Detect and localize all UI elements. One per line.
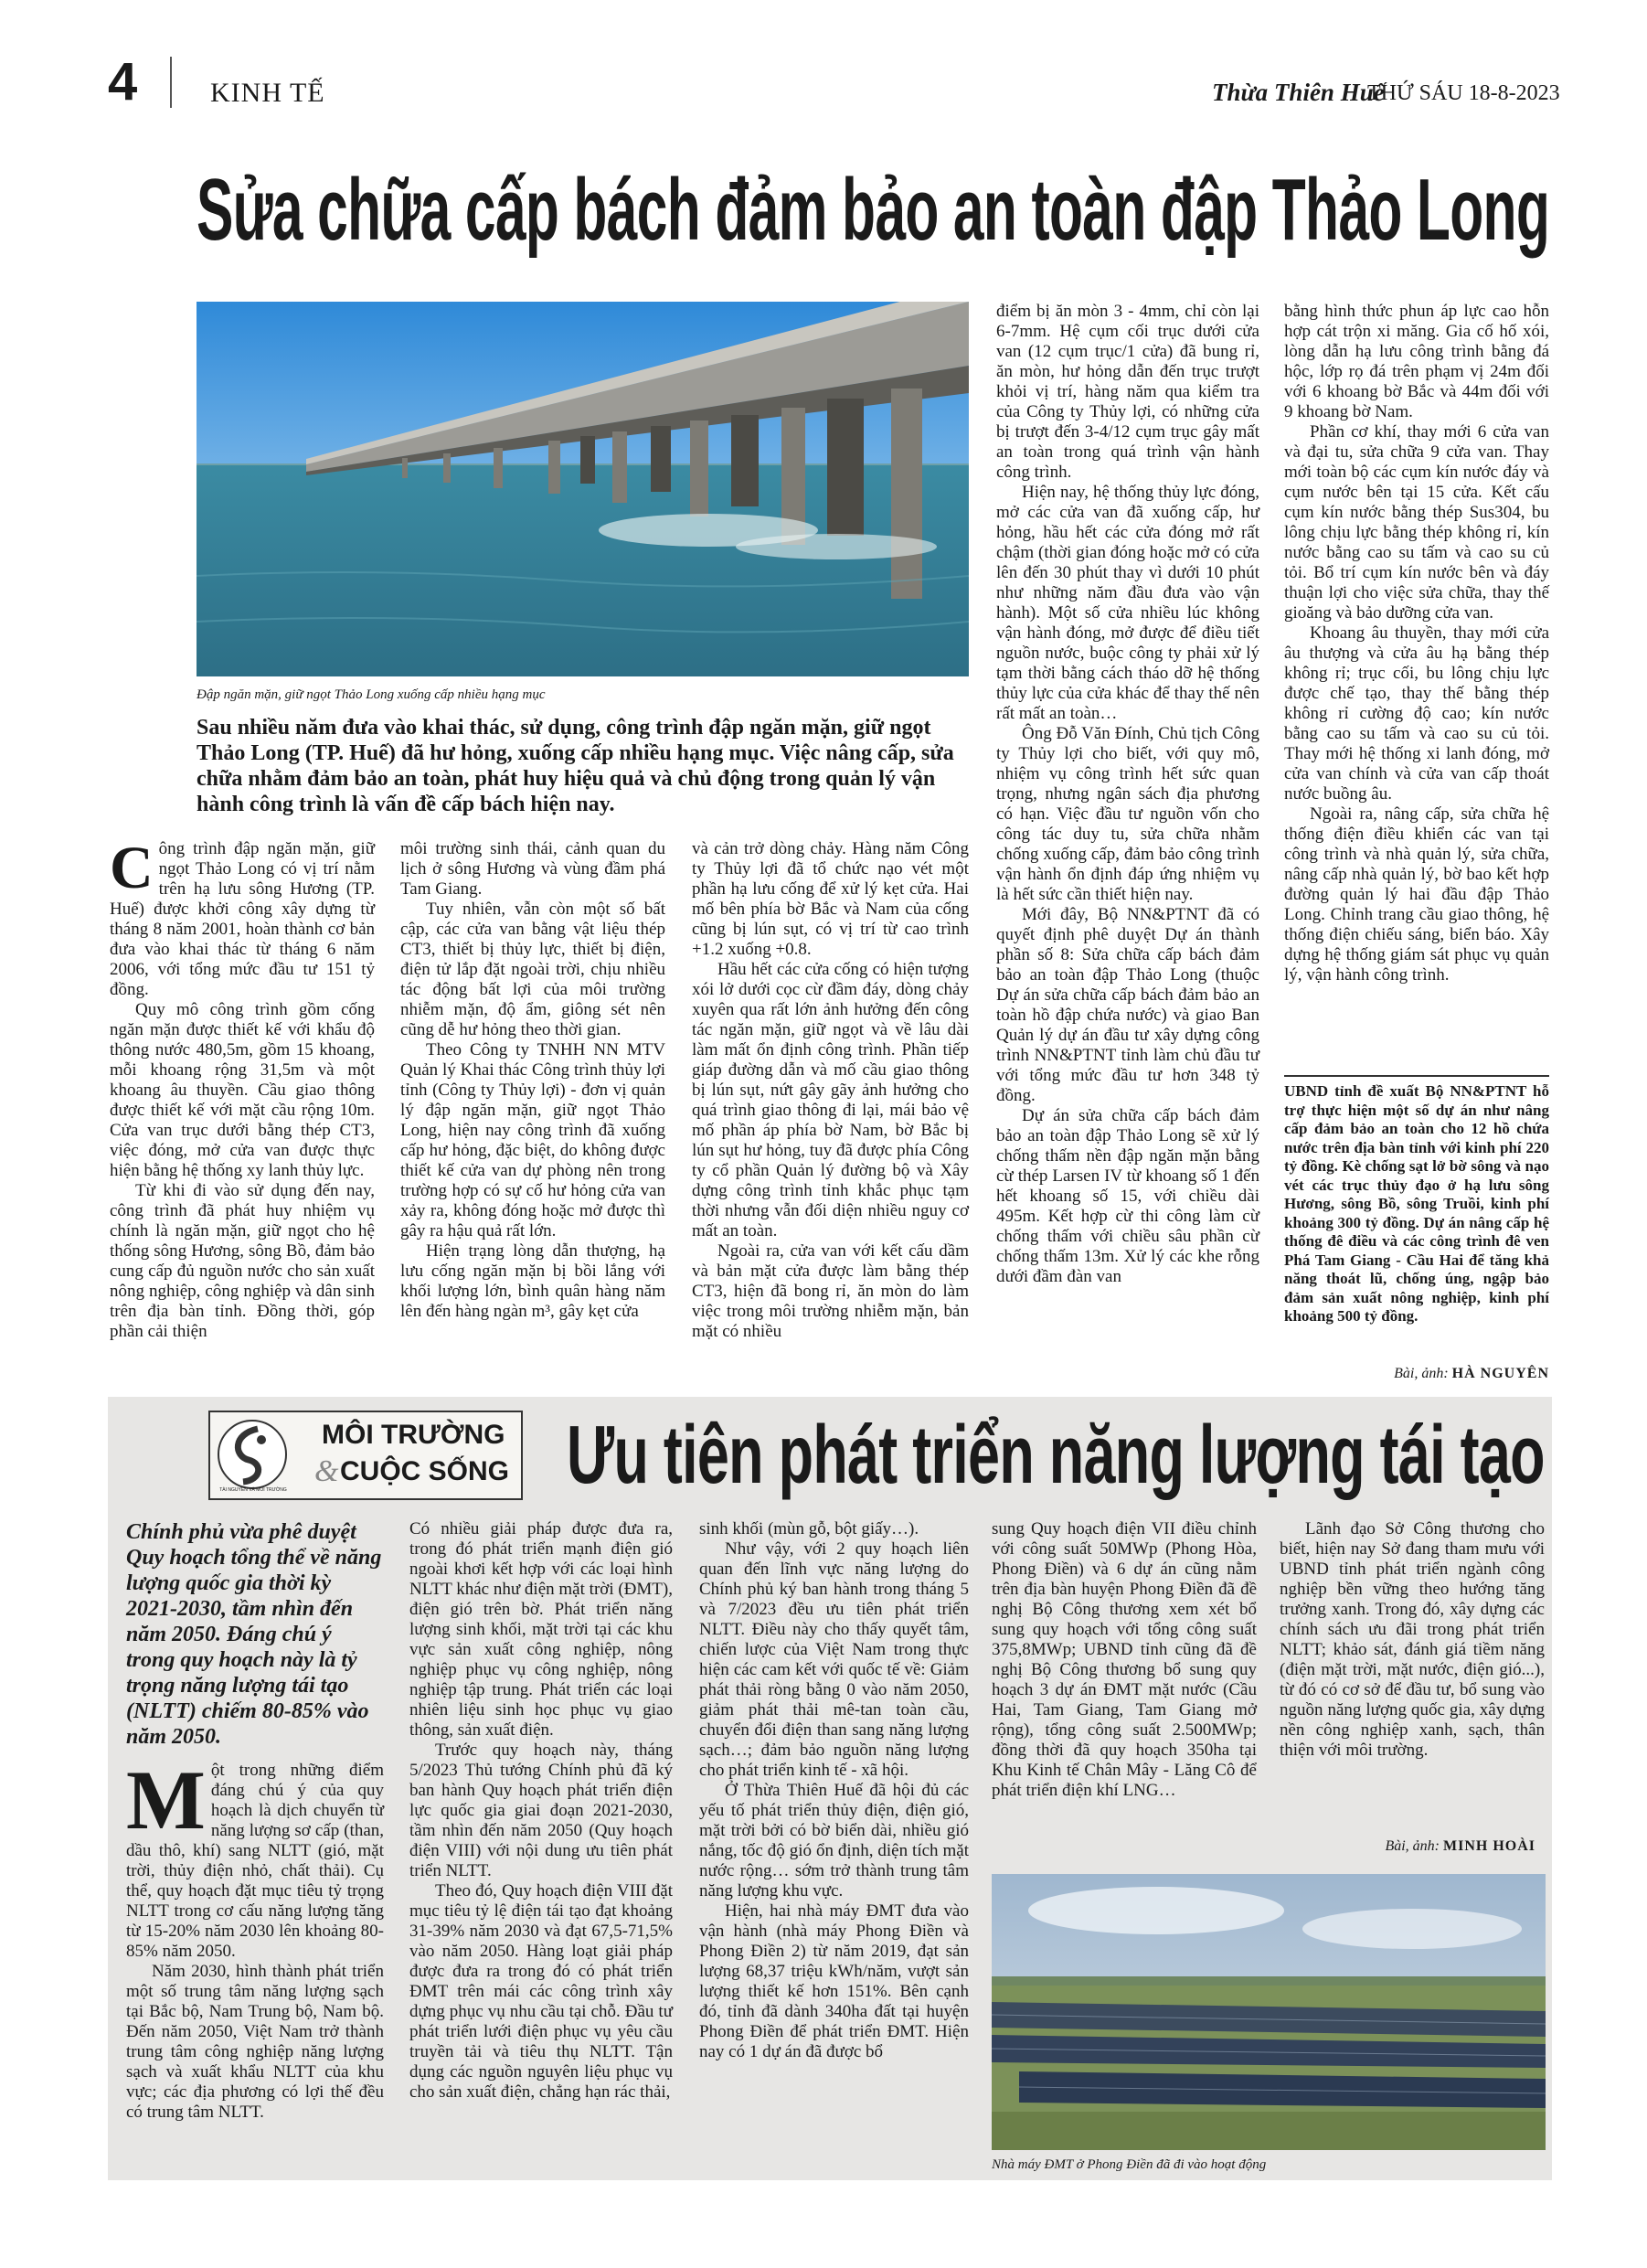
article1-headline: Sửa chữa cấp bách đảm bảo an toàn đập Thảo Long: [197, 161, 1550, 259]
section-name: KINH TẾ: [210, 78, 325, 108]
article2-col2: Có nhiều giải pháp được đưa ra, trong đó phát triển mạnh điện gió ngoài khơi kết hợp với các loại hình NLTT khác như điện mặt trời (ĐMT), điện gió trên bờ. Phát triển năng lượng sinh khối, mặt trời tại các khu vực sản xuất công nghiệp, nông nghiệp phục vụ công nghiệp, nông nghiệp tập trung. Phát triển các loại nhiên liệu sinh học phục vụ giao thông, sản xuất điện. Trước quy hoạch này, tháng 5/2023 Thủ tướng Chính phủ đã ký ban hành Quy hoạch phát triển điện lực quốc gia giai đoạn 2021-2030, tầm nhìn đến năm 2050 (Quy hoạch điện VIII) với nội dung ưu tiên phát triển NLTT. Theo đó, Quy hoạch điện VIII đặt mục tiêu tỷ lệ điện tái tạo đạt khoảng 31-39% năm 2030 và đạt 67,5-71,5% vào năm 2050. Hàng loạt giải pháp được đưa ra trong đó có phát triển ĐMT trên mái các công trình xây dựng phục vụ nhu cầu tại chỗ. Đầu tư phát triển lưới điện phục vụ yêu cầu truyền tải và tiêu thụ NLTT. Tận dụng các nguồn nguyên liệu phục vụ cho sản xuất điện, chẳng hạn rác thải,: [409, 1519, 673, 2102]
article2-lead: Chính phủ vừa phê duyệt Quy hoạch tổng thể về năng lượng quốc gia thời kỳ 2021-2030, tầm nhìn đến năm 2050. Đáng chú ý trong quy hoạch này là tỷ trọng năng lượng tái tạo (NLTT) chiếm 80-85% vào năm 2050.: [126, 1520, 382, 1749]
solar-farm-photo: [992, 1874, 1546, 2150]
article2-col1: Một trong những điểm đáng chú ý của quy hoạch là dịch chuyển từ năng lượng sơ cấp (than, dầu thô, khí) sang NLTT (gió, mặt trời, thủy điện nhỏ, chất thải). Cụ thể, quy hoạch đặt mục tiêu tỷ trọng NLTT trong cơ cấu năng lượng tăng từ 15-20% năm 2030 lên khoảng 80-85% năm 2050. Năm 2030, hình thành phát triển một số trung tâm năng lượng sạch tại Bắc bộ, Nam Trung bộ, Nam bộ. Đến năm 2050, Việt Nam trở thành trung tâm công nghiệp năng lượng sạch và xuất khẩu NLTT của khu vực; các địa phương có lợi thế đều có trung tâm NLTT.: [126, 1753, 384, 2122]
article1-lead: Sau nhiều năm đưa vào khai thác, sử dụng, công trình đập ngăn mặn, giữ ngọt Thảo Long (TP. Huế) đã hư hỏng, xuống cấp nhiều hạng mục. Việc nâng cấp, sửa chữa nhằm đảm bảo an toàn, phát huy hiệu quả và chủ động trong quản lý vận hành công trình là vấn đề cấp bách hiện nay.: [197, 716, 954, 816]
byline-prefix: Bài, ảnh:: [1394, 1366, 1449, 1381]
header-divider: [170, 57, 172, 108]
section-title-amp: &: [314, 1454, 339, 1488]
article1-col4: điểm bị ăn mòn 3 - 4mm, chỉ còn lại 6-7mm. Hệ cụm cối trục dưới cửa van (12 cụm trục/1 cửa) đã bung rỉ, ăn mòn, hư hỏng dẫn đến trục trượt khỏi vị trí, hàng năm qua kiểm tra của Công ty Thủy lợi, có những cửa bị trượt đến 3-4/12 cụm trục gây mất an toàn trong quá trình vận hành công trình. Hiện nay, hệ thống thủy lực đóng, mở các cửa van đã xuống cấp, hư hỏng, hầu hết các cửa đóng mở rất chậm (thời gian đóng hoặc mở có cửa lên đến 30 phút thay vì dưới 10 phút như những năm đầu đưa vào vận hành). Một số cửa nhiều lúc không vận hành đóng, mở được để điều tiết nguồn nước, buộc công ty phải xử lý tạm thời bằng cách tháo dỡ hệ thống thủy lực của cửa khác để thay thế nên rất mất an toàn… Ông Đỗ Văn Đính, Chủ tịch Công ty Thủy lợi cho biết, với quy mô, nhiệm vụ công trình hết sức quan trọng, nhưng ngân sách địa phương có hạn. Việc đầu tư nguồn vốn cho công tác duy tu, sửa chữa nhằm chống xuống cấp, đảm bảo công trình vận hành ổn định đáp ứng nhiệm vụ là hết sức cần thiết hiện nay. Mới đây, Bộ NN&PTNT đã có quyết định phê duyệt Dự án thành phần số 8: Sửa chữa cấp bách đảm bảo an toàn đập Thảo Long (thuộc Dự án sửa chữa cấp bách đảm bảo an toàn hồ đập chứa nước) và giao Ban Quản lý dự án đầu tư xây dựng công trình NN&PTNT tỉnh làm chủ đầu tư với tổng mức đầu tư hơn 348 tỷ đồng. Dự án sửa chữa cấp bách đảm bảo an toàn đập Thảo Long sẽ xử lý chống thấm nền đập ngăn mặn bằng cừ thép Larsen IV từ khoang số 1 đến hết khoang số 15, với chiều dài 495m. Kết hợp cừ thi công làm cừ chống thấm với chiều sâu phần cừ chống thấm 13m. Xử lý các khe rỗng dưới đầm đàn van: [996, 302, 1259, 1286]
article2-col5: Lãnh đạo Sở Công thương cho biết, hiện nay Sở đang tham mưu với UBND tỉnh phát triển ngành công nghiệp bền vững theo hướng tăng trưởng xanh. Trong đó, xây dựng các chính sách ưu đãi trong phát triển NLTT; khảo sát, đánh giá tiềm năng (điện mặt trời, mặt nước, điện gió...), từ đó có cơ sở để đầu tư, bổ sung vào nguồn năng lượng quốc gia, xây dựng nền công nghiệp xanh, sạch, thân thiện với môi trường.: [1280, 1519, 1545, 1760]
page-number: 4: [108, 52, 138, 112]
article1-col1: Công trình đập ngăn mặn, giữ ngọt Thảo Long có vị trí nằm trên hạ lưu sông Hương (TP. Huế) được khởi công xây dựng từ tháng 8 năm 2001, hoàn thành cơ bản đưa vào khai thác từ tháng 6 năm 2006, với tổng mức đầu tư 151 tỷ đồng. Quy mô công trình gồm cống ngăn mặn được thiết kế với khẩu độ thông nước 480,5m, gồm 15 khoang, mỗi khoang rộng 31,5m và một khoang âu thuyền. Cầu giao thông được thiết kế với mặt cầu rộng 10m. Cửa van trục dưới bằng thép CT3, việc đóng, mở cửa van được thực hiện bằng hệ thống xy lanh thủy lực. Từ khi đi vào sử dụng đến nay, công trình đã phát huy nhiệm vụ chính là ngăn mặn, giữ ngọt cho hệ thống sông Hương, sông Bồ, đảm bảo cung cấp đủ nguồn nước cho sản xuất nông nghiệp, công nghiệp và dân sinh trên địa bàn tỉnh. Đồng thời, góp phần cải thiện: [110, 835, 375, 1341]
article1-sidebar: UBND tỉnh đề xuất Bộ NN&PTNT hỗ trợ thực hiện một số dự án như nâng cấp đảm bảo an toàn cho 12 hồ chứa nước trên địa bàn tỉnh với kinh phí 220 tỷ đồng. Kè chống sạt lở bờ sông và nạo vét các trục thủy đạo ở hạ lưu sông Hương, sông Bồ, sông Truồi, kinh phí khoảng 300 tỷ đồng. Dự án nâng cấp hệ thống đê điều và các công trình đê ven Phá Tam Giang - Cầu Hai để tăng khả năng thoát lũ, chống úng, ngập bảo đảm sản xuất nông nghiệp, kinh phí khoảng 500 tỷ đồng.: [1284, 1082, 1549, 1325]
article1-col5: bằng hình thức phun áp lực cao hỗn hợp cát trộn xi măng. Gia cố hố xói, lòng dẫn hạ lưu công trình bằng đá hộc, lớp rọ đá trên phạm vị 24m đối với 6 khoang bờ Bắc và 44m đối với 9 khoang bờ Nam. Phần cơ khí, thay mới 6 cửa van và đại tu, sửa chữa 9 cửa van. Thay mới toàn bộ các cụm kín nước đáy và cụm nước bên tại 15 cửa. Kết cấu cụm kín nước bằng thép Sus304, bu lông chịu lực bằng thép không rỉ, kín nước bằng cao su tấm và cao su củ tỏi. Bổ trí cụm kín nước bên và đáy thuận lợi cho việc sửa chữa, thay thế gioăng và bảo dưỡng cửa van. Khoang âu thuyền, thay mới cửa âu thượng và cửa âu hạ bằng thép không rỉ; trục cối, bu lông chịu lực được chế tạo, thay thế bằng thép không rỉ cường độ cao; kín nước bằng cao su tấm và cao su củ tỏi. Thay mới hệ thống xi lanh đóng, mở cửa van chính và cửa van cấp thoát nước buồng âu. Ngoài ra, nâng cấp, sửa chữa hệ thống điện điều khiển các van tại công trình và nhà quản lý, sửa chữa, nâng cấp nhà quản lý, bờ bao kết hợp đường quản lý hai đầu đập Thảo Long. Chỉnh trang cầu giao thông, hệ thống điện chiếu sáng, biển báo. Xây dựng hệ thống giám sát phục vụ quản lý, vận hành công trình.: [1284, 302, 1549, 985]
article1-col2: môi trường sinh thái, cảnh quan du lịch ở sông Hương và vùng đầm phá Tam Giang. Tuy nhiên, vẫn còn một số bất cập, các cửa van bằng vật liệu thép CT3, thiết bị thủy lực, thiết bị điện, điện tử lắp đặt ngoài trời, chịu nhiều tác động bất lợi của môi trường nhiễm mặn, độ ẩm, giông sét nên cũng dễ hư hỏng theo thời gian. Theo Công ty TNHH NN MTV Quản lý Khai thác Công trình thủy lợi tỉnh (Công ty Thủy lợi) - đơn vị quản lý đập ngăn mặn, giữ ngọt Thảo Long, hiện nay công trình đã xuống cấp hư hỏng, đặc biệt, do không được thiết kế cửa van dự phòng nên trong trường hợp có sự cố hư hỏng cửa van xảy ra, không đóng hoặc mở được thì gây ra hậu quả rất lớn. Hiện trạng lòng dẫn thượng, hạ lưu cống ngăn mặn bị bồi lắng với khối lượng lớn, bình quân hàng năm lên đến hàng ngàn m³, gây kẹt cửa: [400, 839, 665, 1321]
solar-photo-caption: Nhà máy ĐMT ở Phong Điền đã đi vào hoạt động: [992, 2157, 1267, 2172]
issue-date: THỨ SÁU 18-8-2023: [1367, 81, 1560, 105]
ministry-emblem-icon: [216, 1418, 289, 1491]
section-title-line1: MÔI TRƯỜNG: [322, 1420, 505, 1450]
newspaper-name: Thừa Thiên Huế: [1212, 79, 1385, 106]
section-logo: [208, 1411, 523, 1500]
logo-text: TÀI NGUYÊN VÀ MÔI TRƯỜNG: [219, 1487, 287, 1493]
article1-byline: [1284, 1366, 1549, 1382]
article2-byline: [1280, 1838, 1535, 1855]
dam-photo: [197, 302, 969, 676]
article2-col4: sung Quy hoạch điện VII điều chỉnh với công suất 50MWp (Phong Hòa, Phong Điền) và 6 dự án cũng nằm trên địa bàn huyện Phong Điền đã đề nghị Bộ Công thương xem xét bổ sung quy hoạch với tổng công suất 375,8MWp; UBND tỉnh cũng đã đề nghị Bộ Công thương bổ sung quy hoạch 3 dự án ĐMT mặt nước (Cầu Hai, Tam Giang, Tam Giang mở rộng), tổng công suất 2.500MWp; đồng thời đã quy hoạch 350ha tại Khu Kinh tế Chân Mây - Lăng Cô để phát triển điện khí LNG…: [992, 1519, 1257, 1800]
byline-prefix: Bài, ảnh:: [1385, 1838, 1440, 1854]
section-title-line2: CUỘC SỐNG: [340, 1456, 510, 1486]
article2-headline: Ưu tiên phát triển năng lượng tái tạo: [567, 1410, 1545, 1501]
article1-col3: và cản trở dòng chảy. Hàng năm Công ty Thủy lợi đã tổ chức nạo vét một phần hạ lưu cống để xử lý kẹt cửa. Hai mố bên phía bờ Bắc và Nam của cống cũng bị lún sụt, có vị trí từ cao trình +1.2 xuống +0.8. Hầu hết các cửa cống có hiện tượng xói lở dưới cọc cừ đầm đáy, dòng chảy xuyên qua rất lớn ảnh hưởng đến công tác ngăn mặn, giữ ngọt và về lâu dài làm mất ổn định công trình. Phần tiếp giáp đường dẫn và mố cầu giao thông bị lún sụt, nứt gây gãy ảnh hưởng cho quá trình giao thông đi lại, mái bảo vệ mố phần áp phía bờ Nam, bờ Bắc bị lún sụt hư hỏng, tuy đã được phía Công ty cổ phần Quản lý đường bộ và Xây dựng công trình tỉnh khắc phục tạm thời nhưng vẫn đối diện nhiều nguy cơ mất an toàn. Ngoài ra, cửa van với kết cấu dầm và bản mặt cửa được làm bằng thép CT3, hiện đã bong rỉ, ăn mòn do làm việc trong môi trường nhiễm mặn, bản mặt có nhiều: [692, 839, 969, 1341]
byline-name: HÀ NGUYÊN: [1451, 1366, 1549, 1381]
article2-col3: sinh khối (mùn gỗ, bột giấy…). Như vậy, với 2 quy hoạch liên quan đến lĩnh vực năng lượng do Chính phủ ký ban hành trong tháng 5 và 7/2023 đều ưu tiên phát triển NLTT. Điều này cho thấy quyết tâm, chiến lược của Việt Nam trong thực hiện các cam kết với quốc tế về: Giảm phát thải ròng bằng 0 vào năm 2050, giảm phát thải mê-tan toàn cầu, chuyển đổi điện than sang năng lượng sạch…; đảm bảo nguồn năng lượng cho phát triển kinh tế - xã hội. Ở Thừa Thiên Huế đã hội đủ các yếu tố phát triển thủy điện, điện gió, mặt trời bởi có bờ biển dài, nhiều gió nắng, tốc độ gió ổn định, diện tích mặt nước rộng… sớm trở thành trung tâm năng lượng khu vực. Hiện, hai nhà máy ĐMT đưa vào vận hành (nhà máy Phong Điền và Phong Điền 2) từ năm 2019, đạt sản lượng 68,37 triệu kWh/năm, vượt sản lượng thiết kế hơn 151%. Bên cạnh đó, tỉnh đã dành 340ha đất tại huyện Phong Điền để phát triển ĐMT. Hiện nay có 1 dự án đã được bổ: [699, 1519, 969, 2061]
sidebar-rule: [1284, 1075, 1549, 1077]
byline-name: MINH HOÀI: [1443, 1838, 1535, 1854]
dam-photo-caption: Đập ngăn mặn, giữ ngọt Thảo Long xuống cấp nhiều hạng mục: [197, 687, 546, 702]
